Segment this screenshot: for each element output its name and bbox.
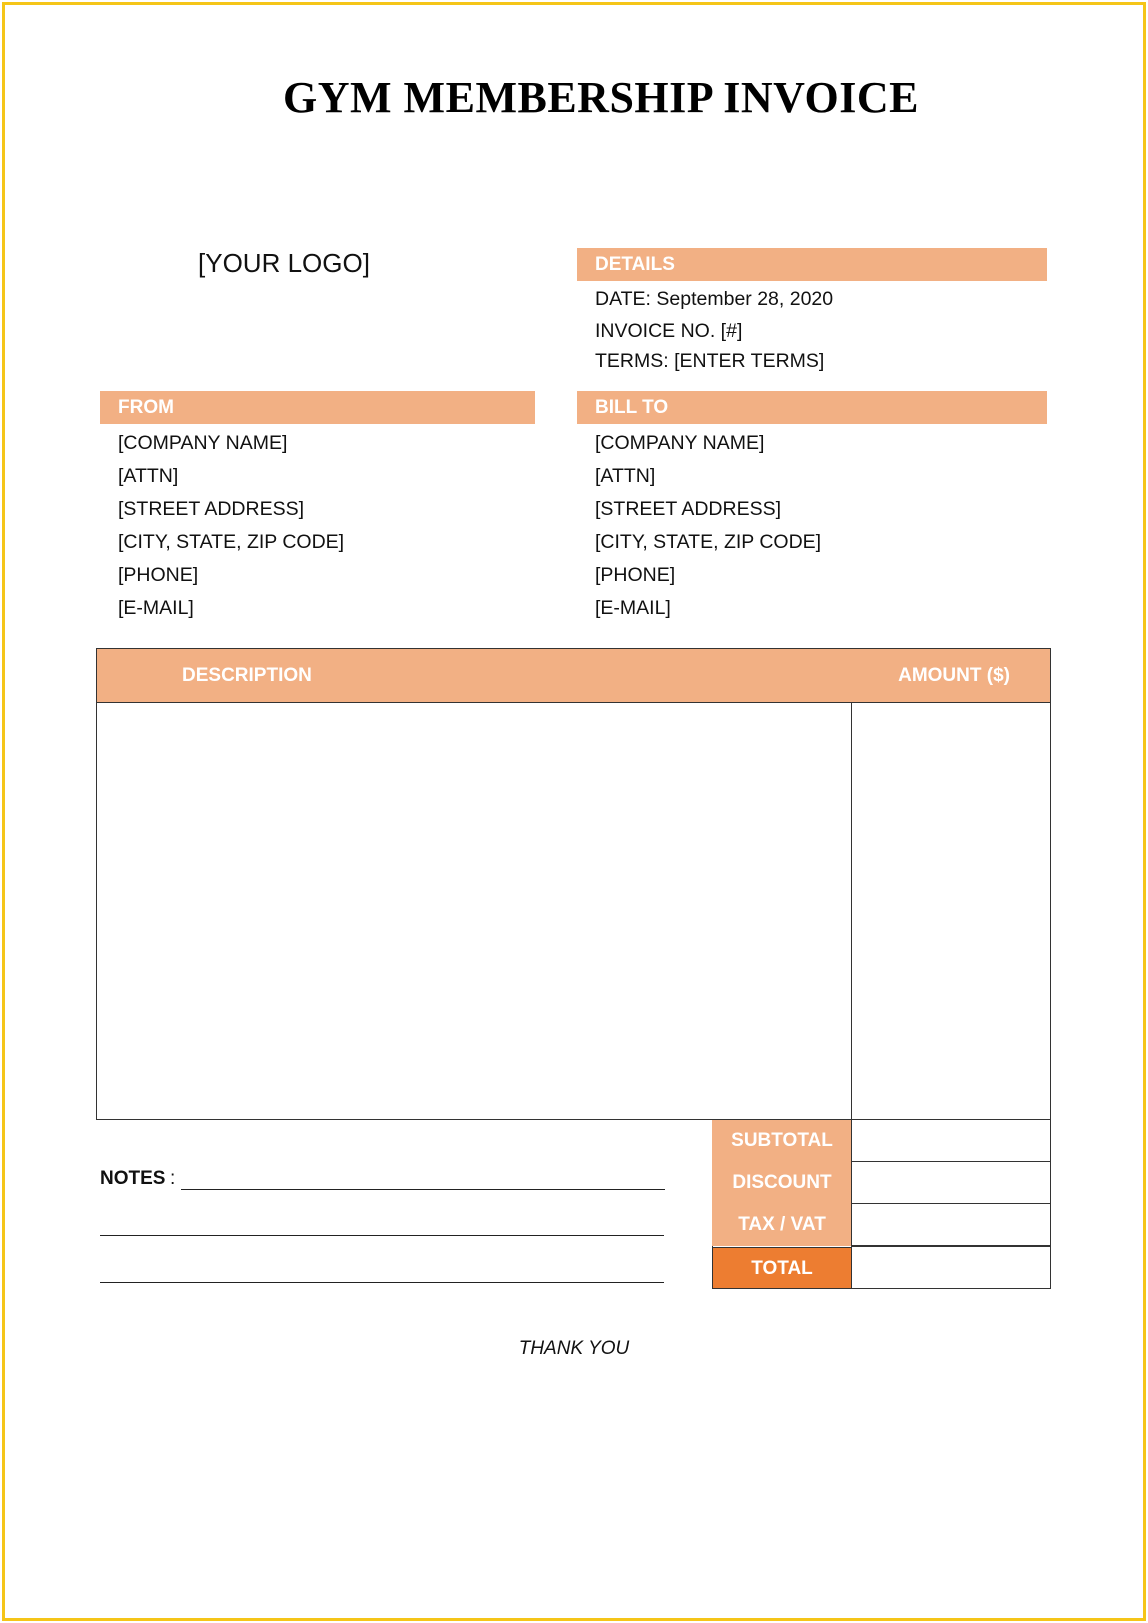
total-label: TOTAL — [712, 1247, 852, 1289]
items-column-divider — [851, 702, 852, 1119]
notes-line-2[interactable] — [100, 1235, 664, 1236]
bill-to-heading: BILL TO — [577, 391, 1047, 424]
bill-to-street: [STREET ADDRESS] — [595, 498, 782, 520]
description-column-header: DESCRIPTION — [182, 665, 312, 686]
invoice-title: GYM MEMBERSHIP INVOICE — [283, 73, 919, 122]
tax-vat-value-field[interactable] — [851, 1203, 1051, 1246]
logo-placeholder: [YOUR LOGO] — [198, 248, 370, 278]
from-company: [COMPANY NAME] — [118, 432, 288, 454]
details-heading: DETAILS — [577, 248, 1047, 281]
from-attn: [ATTN] — [118, 465, 179, 487]
from-email: [E-MAIL] — [118, 597, 194, 619]
items-table-header — [96, 648, 1051, 703]
total-value-field[interactable] — [851, 1246, 1051, 1289]
bill-to-city: [CITY, STATE, ZIP CODE] — [595, 531, 822, 553]
from-street: [STREET ADDRESS] — [118, 498, 305, 520]
subtotal-label: SUBTOTAL — [712, 1120, 852, 1162]
notes-colon: : — [170, 1168, 176, 1189]
bill-to-phone: [PHONE] — [595, 564, 676, 586]
details-terms: TERMS: [ENTER TERMS] — [595, 350, 825, 372]
details-invoice-number: INVOICE NO. [#] — [595, 320, 743, 342]
notes-label: NOTES — [100, 1168, 166, 1189]
bill-to-email: [E-MAIL] — [595, 597, 671, 619]
bill-to-attn: [ATTN] — [595, 465, 656, 487]
tax-vat-label: TAX / VAT — [712, 1204, 852, 1246]
notes-line-3[interactable] — [100, 1282, 664, 1283]
discount-value-field[interactable] — [851, 1161, 1051, 1204]
amount-column-header: AMOUNT ($) — [898, 665, 1010, 686]
bill-to-company: [COMPANY NAME] — [595, 432, 765, 454]
subtotal-value-field[interactable] — [851, 1119, 1051, 1162]
items-table-body[interactable] — [96, 702, 1051, 1120]
from-phone: [PHONE] — [118, 564, 199, 586]
from-city: [CITY, STATE, ZIP CODE] — [118, 531, 345, 553]
notes-line-1[interactable] — [181, 1189, 665, 1190]
thank-you-text: THANK YOU — [518, 1338, 630, 1359]
discount-label: DISCOUNT — [712, 1162, 852, 1204]
from-heading: FROM — [100, 391, 535, 424]
details-date: DATE: September 28, 2020 — [595, 288, 834, 310]
